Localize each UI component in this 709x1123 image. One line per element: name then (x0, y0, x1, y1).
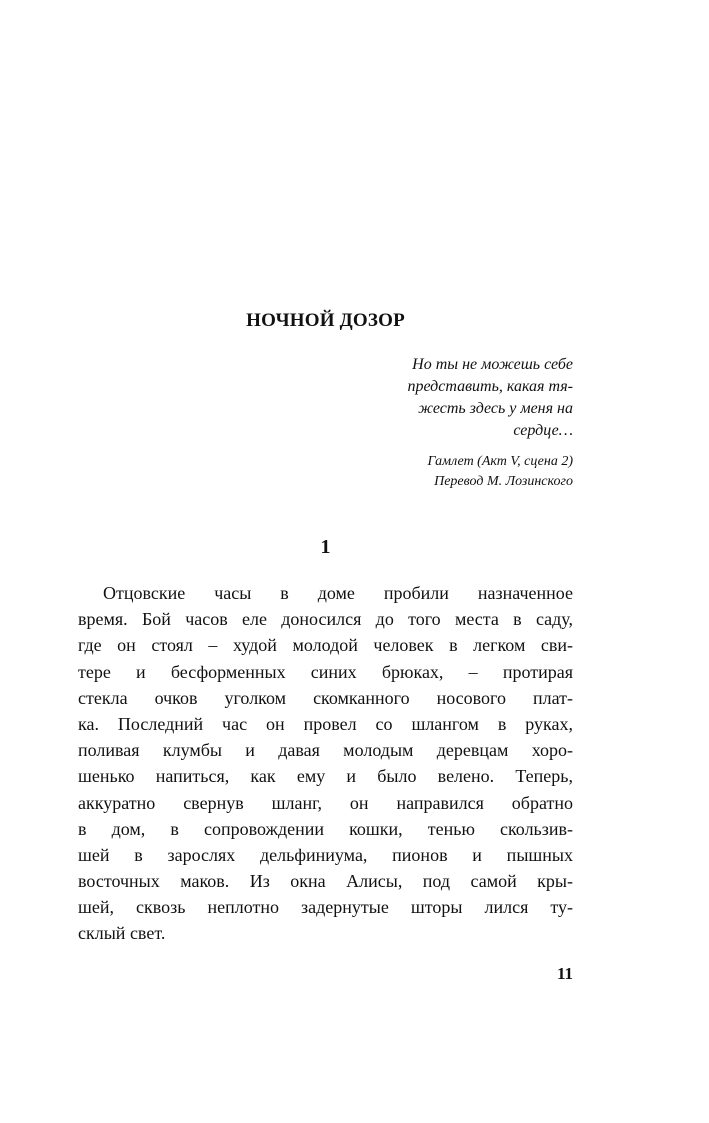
paragraph-line: аккуратно свернув шланг, он направился обратно (78, 792, 573, 813)
epigraph (313, 354, 573, 442)
epigraph-source: Гамлет (Акт V, сцена 2) (427, 454, 573, 469)
paragraph-line: в дом, в сопровождении кошки, тенью скользив- (78, 818, 573, 839)
epigraph-line: сердце… (513, 422, 573, 439)
paragraph-line: время. Бой часов еле доносился до того места в саду, (78, 609, 573, 630)
epigraph-line: Но ты не можешь себе (412, 356, 573, 373)
epigraph-line: жесть здесь у меня на (418, 400, 573, 417)
paragraph-line: стекла очков уголком скомканного носового плат- (78, 687, 573, 708)
paragraph-line: склый свет. (78, 923, 166, 944)
paragraph-line: восточных маков. Из окна Алисы, под самой кры- (78, 871, 573, 892)
paragraph (78, 580, 573, 947)
paragraph-line: тере и бесформенных синих брюках, – протирая (78, 661, 573, 682)
chapter-title: НОЧНОЙ ДОЗОР (246, 310, 405, 331)
paragraph-line: где он стоял – худой молодой человек в легком сви- (78, 635, 573, 656)
section-number: 1 (320, 536, 331, 558)
paragraph-line: шенько напиться, как ему и было велено. Теперь, (78, 766, 573, 787)
paragraph-line: поливая клумбы и давая молодым деревцам хоро- (78, 740, 573, 761)
paragraph-line: шей, сквозь неплотно задернутые шторы лился ту- (78, 897, 573, 918)
paragraph-line: Отцовские часы в доме пробили назначенное (103, 583, 573, 603)
epigraph-line: представить, какая тя- (407, 378, 573, 395)
paragraph-line: шей в зарослях дельфиниума, пионов и пышных (78, 844, 573, 865)
paragraph-line: ка. Последний час он провел со шлангом в руках, (78, 713, 573, 734)
epigraph-attribution (313, 452, 573, 492)
epigraph-translator: Перевод М. Лозинского (434, 474, 573, 489)
page-number: 11 (556, 964, 573, 983)
